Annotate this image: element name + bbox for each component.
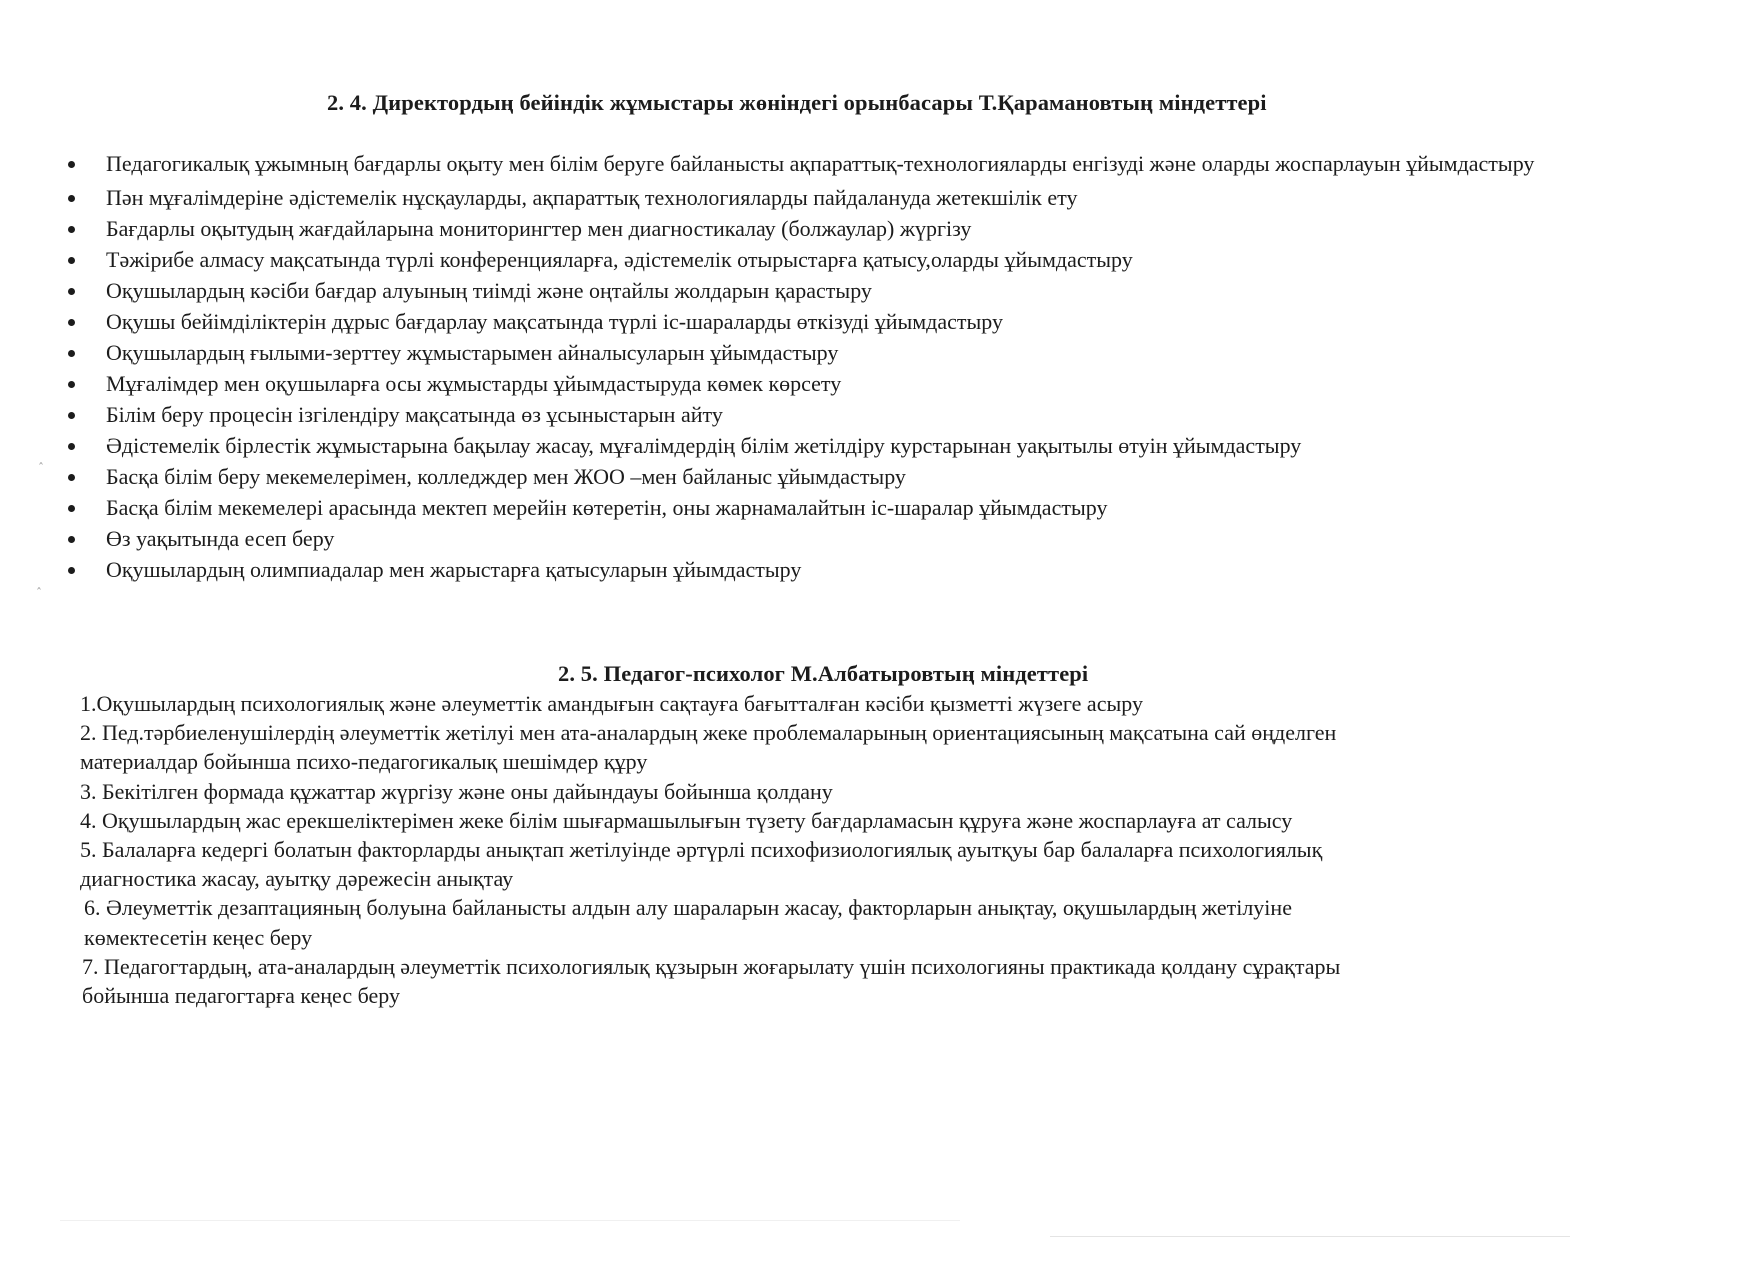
- scan-artifact-line: [60, 1220, 960, 1221]
- bullet-icon: [68, 443, 75, 450]
- section-2-5-list: [80, 689, 1560, 1010]
- list-item: Тәжірибе алмасу мақсатында түрлі конференцияларға, әдістемелік отырыстарға қатысу,оларды ұйымдастыру: [64, 244, 1674, 275]
- bullet-icon: [68, 536, 75, 543]
- list-item: Оқушылардың кәсіби бағдар алуының тиімді және оңтайлы жолдарын қарастыру: [64, 275, 1674, 306]
- duty-item: 3. Бекітілген формада құжаттар жүргізу және оны дайындауы бойынша қолдану: [80, 778, 833, 804]
- list-item: Оқушы бейімділіктерін дұрыс бағдарлау мақсатында түрлі іс-шараларды өткізуді ұйымдастыру: [64, 306, 1674, 337]
- bullet-icon: [68, 412, 75, 419]
- list-item: Пән мұғалімдеріне әдістемелік нұсқауларды, ақпараттық технологияларды пайдалануда жетекшілік ету: [64, 182, 1674, 213]
- duty-item: 4. Оқушылардың жас ерекшеліктерімен жеке білім шығармашылығын түзету бағдарламасын құруға және жоспарлауға ат салысу: [80, 807, 1293, 833]
- list-item: Басқа білім беру мекемелерімен, колледждер мен ЖОО –мен байланыс ұйымдастыру: [64, 461, 1674, 492]
- bullet-icon: [68, 226, 75, 233]
- bullet-icon: [68, 257, 75, 264]
- list-item: Білім беру процесін ізгілендіру мақсатында өз ұсыныстарын айту: [64, 399, 1674, 430]
- scan-speck: ˆ: [36, 586, 42, 600]
- list-item: Педагогикалық ұжымның бағдарлы оқыту мен білім беруге байланысты ақпараттық-технологияларды енгізуді және оларды жоспарлауын ұйымдастыру: [64, 148, 1674, 180]
- duty-item: 2. Пед.тәрбиеленушілердің әлеуметтік жетілуі мен ата-аналардың жеке проблемаларының ориентациясының мақсатына сай өңделген материалдар бойынша психо-педагогикалық шешімдер құру: [80, 720, 1337, 775]
- bullet-icon: [68, 474, 75, 481]
- section-2-4-heading: 2. 4. Директордың бейіндік жұмыстары жөніндегі орынбасары Т.Қарамановтың міндеттері: [327, 90, 1267, 115]
- duty-item: 5. Балаларға кедергі болатын факторларды анықтап жетілуінде әртүрлі психофизиологиялық ауытқуы бар балаларға психологиялық диагностика жасау, ауытқу дәрежесін анықтау: [80, 837, 1323, 892]
- list-item: Оқушылардың ғылыми-зерттеу жұмыстарымен айналысуларын ұйымдастыру: [64, 337, 1674, 368]
- duty-item: 1.Оқушылардың психологиялық және әлеуметтік амандығын сақтауға бағытталған кәсіби қызметті жүзеге асыру: [80, 691, 1143, 716]
- list-item: Басқа білім мекемелері арасында мектеп мерейін көтеретін, оны жарнамалайтын іс-шаралар ұйымдастыру: [64, 492, 1674, 523]
- list-item: Бағдарлы оқытудың жағдайларына мониторингтер мен диагностикалау (болжаулар) жүргізу: [64, 213, 1674, 244]
- bullet-icon: [68, 350, 75, 357]
- bullet-icon: [68, 381, 75, 388]
- section-2-5-heading: 2. 5. Педагог-психолог М.Албатыровтың міндеттері: [558, 661, 1089, 686]
- duty-item: 7. Педагогтардың, ата-аналардың әлеуметтік психологиялық құзырын жоғарылату үшін психологияны практикада қолдану сұрақтары бойынша педагогтарға кеңес беру: [82, 953, 1341, 1009]
- list-item: Мұғалімдер мен оқушыларға осы жұмыстарды ұйымдастыруда көмек көрсету: [64, 368, 1674, 399]
- duty-item: 6. Әлеуметтік дезаптацияның болуына байланысты алдын алу шараларын жасау, факторларын анықтау, оқушылардың жетілуіне көмектесетін кеңес беру: [84, 895, 1292, 950]
- list-item: Оқушылардың олимпиадалар мен жарыстарға қатысуларын ұйымдастыру: [64, 554, 1674, 585]
- bullet-icon: [68, 505, 75, 512]
- bullet-icon: [68, 161, 75, 168]
- scan-speck: ˆ: [38, 461, 44, 475]
- bullet-icon: [68, 195, 75, 202]
- list-item: Өз уақытында есеп беру: [64, 523, 1674, 554]
- bullet-icon: [68, 567, 75, 574]
- scan-artifact-line: [1050, 1236, 1570, 1237]
- bullet-icon: [68, 319, 75, 326]
- list-item: Әдістемелік бірлестік жұмыстарына бақылау жасау, мұғалімдердің білім жетілдіру курстарынан уақытылы өтуін ұйымдастыру: [64, 430, 1674, 461]
- section-2-4-list: [64, 148, 1674, 585]
- bullet-icon: [68, 288, 75, 295]
